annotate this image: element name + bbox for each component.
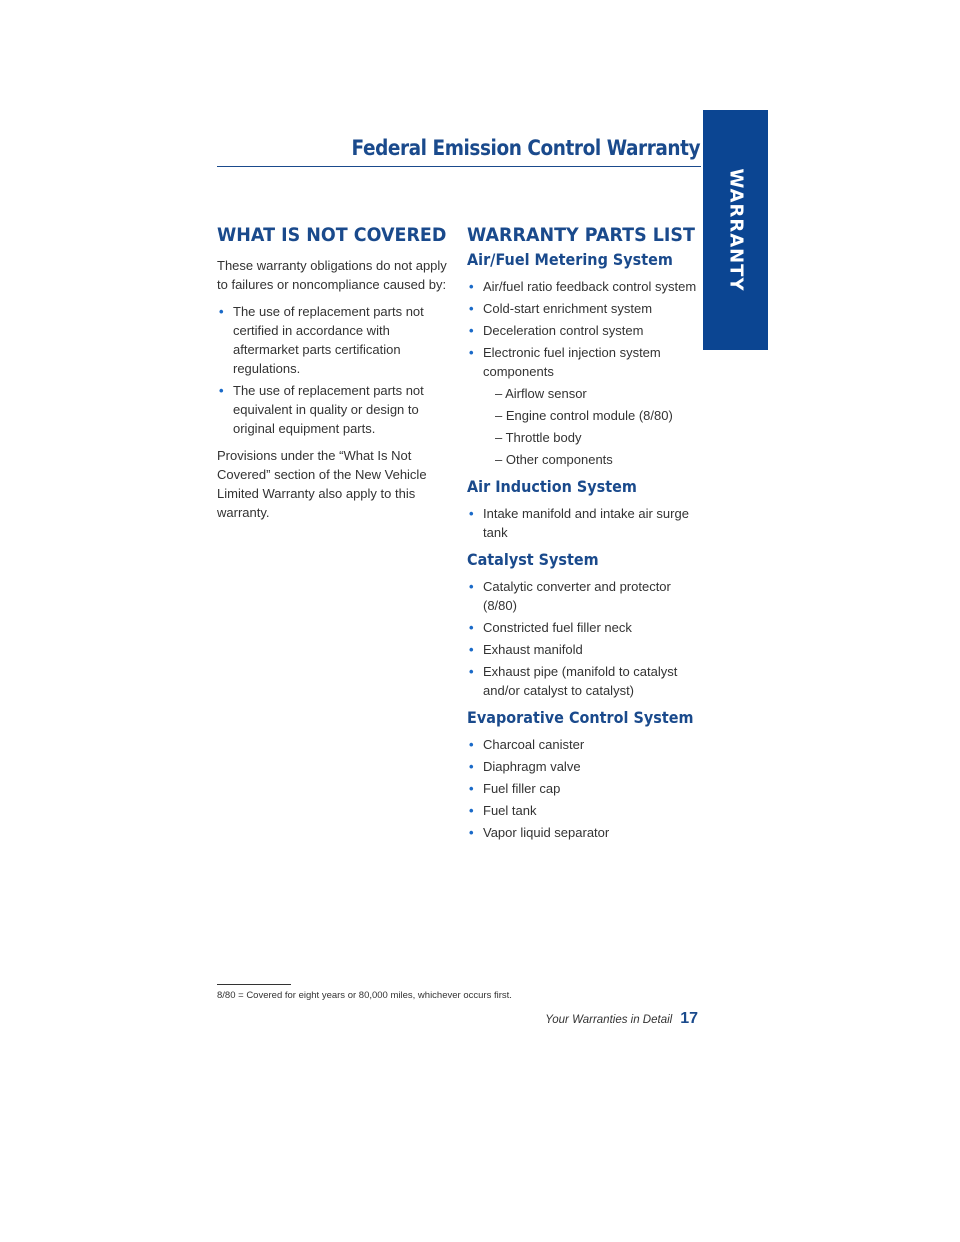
side-tab-label: WARRANTY — [725, 168, 746, 292]
list-item-text: Charcoal canister — [483, 737, 585, 752]
bullet-dot-icon: • — [469, 803, 474, 818]
list-item — [467, 823, 703, 842]
list-item — [467, 618, 703, 637]
bullet-dot-icon: • — [219, 383, 224, 398]
footnote: 8/80 = Covered for eight years or 80,000 miles, whichever occurs first. — [217, 990, 512, 1001]
not-covered-intro: These warranty obligations do not apply to failures or noncompliance caused by: — [217, 258, 447, 292]
section-subtitle: Catalyst System — [467, 550, 599, 569]
list-item-text: Air/fuel ratio feedback control system — [483, 279, 697, 294]
bullet-dot-icon: • — [469, 301, 474, 316]
sub-list-item: – Airflow sensor — [495, 386, 587, 401]
list-item — [467, 757, 703, 776]
list-item-text: Fuel tank — [483, 803, 537, 818]
right-column — [467, 224, 703, 850]
bullet-dot-icon: • — [469, 759, 474, 774]
sub-list-item: – Throttle body — [495, 430, 582, 445]
sub-list-item: – Engine control module (8/80) — [495, 408, 673, 423]
air-induction-section — [467, 477, 703, 542]
list-item-text: Electronic fuel injection system components — [483, 345, 661, 379]
bullet-dot-icon: • — [219, 304, 224, 319]
page-header-title: Federal Emission Control Warranty — [351, 136, 700, 160]
parts-list — [467, 277, 703, 469]
page-footer — [545, 1010, 698, 1028]
list-item — [467, 577, 703, 615]
parts-list-heading: WARRANTY PARTS LIST — [467, 224, 695, 246]
list-item — [467, 662, 703, 700]
section-subtitle: Evaporative Control System — [467, 708, 694, 727]
footnote-rule — [217, 984, 291, 985]
footer-text: Your Warranties in Detail — [545, 1014, 673, 1026]
not-covered-closing: Provisions under the “What Is Not Covered” section of the New Vehicle Limited Warranty also apply to this warranty. — [217, 448, 427, 520]
not-covered-list — [217, 302, 453, 438]
bullet-dot-icon: • — [469, 642, 474, 657]
section-subtitle: Air/Fuel Metering System — [467, 250, 673, 269]
list-item — [467, 640, 703, 659]
list-item — [467, 343, 703, 469]
list-item — [217, 381, 453, 438]
left-column — [217, 224, 453, 530]
evaporative-section — [467, 708, 703, 842]
list-item — [467, 321, 703, 340]
air-fuel-metering-section — [467, 250, 703, 469]
list-item-text: Exhaust pipe (manifold to catalyst and/or catalyst to catalyst) — [483, 664, 678, 698]
bullet-dot-icon: • — [469, 345, 474, 360]
list-item-text: Intake manifold and intake air surge tank — [483, 506, 689, 540]
warranty-side-tab — [703, 110, 768, 350]
what-not-covered-heading: WHAT IS NOT COVERED — [217, 224, 447, 246]
list-item-text: Deceleration control system — [483, 323, 644, 338]
list-item — [467, 504, 703, 542]
list-item-text: Fuel filler cap — [483, 781, 561, 796]
header-rule — [217, 166, 701, 167]
bullet-dot-icon: • — [469, 825, 474, 840]
bullet-dot-icon: • — [469, 323, 474, 338]
catalyst-section — [467, 550, 703, 700]
bullet-dot-icon: • — [469, 579, 474, 594]
list-item-text: Constricted fuel filler neck — [483, 620, 632, 635]
bullet-dot-icon: • — [469, 620, 474, 635]
bullet-dot-icon: • — [469, 664, 474, 679]
page-number: 17 — [680, 1010, 698, 1027]
list-item — [467, 299, 703, 318]
list-item — [467, 735, 703, 754]
bullet-dot-icon: • — [469, 781, 474, 796]
parts-list — [467, 577, 703, 700]
sub-parts-list — [483, 384, 703, 469]
bullet-dot-icon: • — [469, 737, 474, 752]
list-item-text: Cold-start enrichment system — [483, 301, 653, 316]
list-item-text: The use of replacement parts not equivalent in quality or design to original equipment parts. — [233, 383, 424, 436]
list-item-text: Exhaust manifold — [483, 642, 583, 657]
bullet-dot-icon: • — [469, 506, 474, 521]
list-item-text: Vapor liquid separator — [483, 825, 610, 840]
list-item — [467, 277, 703, 296]
list-item-text: Diaphragm valve — [483, 759, 581, 774]
list-item — [467, 779, 703, 798]
section-subtitle: Air Induction System — [467, 477, 637, 496]
list-item — [467, 801, 703, 820]
list-item — [217, 302, 453, 378]
bullet-dot-icon: • — [469, 279, 474, 294]
list-item-text: Catalytic converter and protector (8/80) — [483, 579, 671, 613]
list-item-text: The use of replacement parts not certified in accordance with aftermarket parts certification regulations. — [233, 304, 424, 376]
sub-list-item: – Other components — [495, 452, 613, 467]
parts-list — [467, 735, 703, 842]
parts-list — [467, 504, 703, 542]
